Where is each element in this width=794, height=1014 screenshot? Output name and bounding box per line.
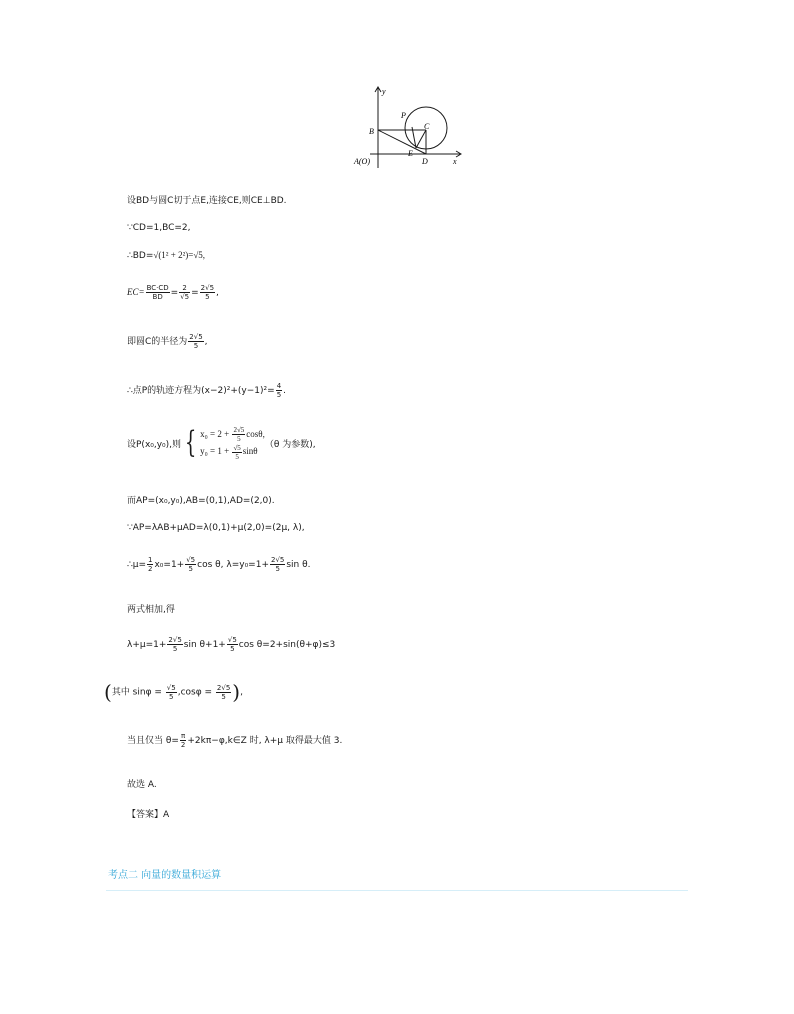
ec-frac-1-num: BC·CD — [146, 284, 169, 292]
sum-a: λ+μ=1+ — [127, 640, 167, 650]
phi-frac-1-den: 5 — [169, 692, 174, 701]
ec-tail: , — [216, 288, 219, 298]
ec-eq-1: = — [170, 288, 179, 298]
phi-paren-open: ( — [104, 680, 112, 704]
sum-frac-2-den: 5 — [230, 645, 235, 653]
lm-b: x₀=1+ — [154, 560, 185, 570]
label-x: x — [453, 157, 457, 166]
line-cd-bc: ∵CD=1,BC=2, — [127, 223, 191, 233]
line-phi — [104, 680, 243, 704]
label-b: B — [369, 127, 374, 136]
line-radius — [127, 333, 208, 350]
phi-frac-2 — [216, 684, 231, 701]
locus-frac — [276, 382, 282, 399]
sum-frac-1-den: 5 — [172, 645, 178, 653]
lm-frac-1 — [147, 556, 153, 573]
label-p: P — [401, 111, 406, 120]
sum-frac-2-num: √5 — [227, 636, 237, 644]
line-lambda-mu — [127, 556, 310, 573]
param-row-x-b: cosθ, — [246, 429, 265, 439]
cond-frac-den: 2 — [180, 741, 186, 749]
param-row-y-b: sinθ — [242, 446, 258, 457]
bd-prefix: ∴BD= — [127, 251, 154, 261]
ec-frac-3-den: 5 — [205, 293, 210, 301]
param-tail: （θ 为参数), — [264, 439, 316, 450]
phi-frac-2-den: 5 — [221, 692, 226, 701]
locus-tail: . — [283, 386, 287, 396]
param-brace: { — [184, 425, 197, 461]
line-condition — [127, 732, 342, 749]
lm-a: ∴μ= — [127, 560, 146, 570]
sum-frac-1-num: 2√5 — [168, 636, 182, 644]
phi-a: 其中 sinφ = — [111, 687, 165, 698]
param-row-y-frac — [232, 444, 241, 461]
line-param — [127, 426, 316, 461]
radius-tail: , — [204, 337, 208, 347]
param-prefix: 设P(x₀,y₀),则 — [127, 439, 182, 450]
param-row-y — [200, 443, 265, 460]
param-row-x-frac — [232, 426, 245, 443]
cond-a: 当且仅当 θ= — [127, 736, 179, 746]
param-row-y-den: 5 — [235, 452, 239, 461]
sum-b: sin θ+1+ — [183, 640, 226, 650]
radius-frac-den: 5 — [193, 342, 199, 350]
param-row-x-num: 2√5 — [233, 426, 245, 435]
locus-prefix: ∴点P的轨迹方程为(x−2)²+(y−1)²= — [127, 386, 275, 396]
section-title: 考点二 向量的数量积运算 — [108, 870, 222, 881]
geometry-figure — [350, 84, 468, 170]
sum-frac-2 — [227, 636, 238, 653]
lm-frac-1-num: 1 — [148, 556, 153, 564]
lm-frac-3-den: 5 — [275, 565, 280, 573]
phi-paren-close: ) — [232, 680, 241, 704]
cond-frac-num: π — [181, 732, 186, 740]
label-y: y — [382, 87, 386, 96]
line-bd — [127, 250, 205, 261]
lm-frac-3 — [270, 556, 285, 573]
lm-d: sin θ. — [286, 560, 311, 570]
lm-frac-2-den: 5 — [188, 565, 193, 573]
sum-c: cos θ=2+sin(θ+φ)≤3 — [238, 640, 336, 650]
ec-frac-1 — [146, 284, 170, 301]
ec-eq-2: = — [191, 288, 199, 298]
line-answer: 【答案】A — [127, 810, 170, 820]
line-add: 两式相加,得 — [127, 605, 175, 615]
lm-frac-1-den: 2 — [148, 565, 153, 573]
lm-frac-2 — [185, 556, 196, 573]
line-ec — [127, 284, 219, 301]
param-row-y-num: √5 — [233, 443, 241, 452]
param-row-y-a: y₀ = 1 + — [200, 446, 232, 457]
phi-frac-2-num: 2√5 — [216, 683, 231, 692]
phi-b: ,cosφ = — [177, 687, 215, 698]
bd-expr: √(1² + 2²)=√5, — [153, 250, 206, 260]
ec-frac-2 — [179, 284, 190, 301]
line-choose: 故选 A. — [127, 780, 157, 790]
line-vector-decomp: ∵AP=λAB+μAD=λ(0,1)+μ(2,0)=(2μ, λ), — [127, 523, 305, 533]
ec-frac-2-den: √5 — [180, 293, 190, 301]
line-vectors: 而AP=(x₀,y₀),AB=(0,1),AD=(2,0). — [127, 496, 275, 506]
label-c: C — [424, 122, 430, 131]
line-tangent: 设BD与圆C切于点E,连接CE,则CE⊥BD. — [127, 196, 287, 206]
cond-frac — [180, 732, 186, 749]
phi-frac-1-num: √5 — [166, 683, 176, 692]
line-locus — [127, 382, 286, 399]
param-row-x — [200, 426, 265, 443]
radius-frac — [188, 333, 203, 350]
radius-prefix: 即圆C的半径为 — [127, 337, 188, 347]
phi-tail: , — [240, 687, 243, 698]
section-divider — [106, 890, 688, 891]
ec-frac-3-num: 2√5 — [200, 284, 215, 292]
lm-frac-3-num: 2√5 — [270, 556, 285, 564]
label-d: D — [422, 157, 428, 166]
cond-b: +2kπ−φ,k∈Z 时, λ+μ 取得最大值 3. — [187, 736, 343, 746]
ec-prefix: EC= — [127, 287, 145, 297]
ec-frac-3 — [200, 284, 215, 301]
ec-frac-1-den: BD — [152, 293, 163, 301]
ec-frac-2-num: 2 — [179, 284, 190, 293]
sum-frac-1 — [167, 636, 182, 653]
locus-frac-den: 5 — [276, 391, 282, 399]
param-row-x-den: 5 — [237, 435, 241, 444]
param-row-x-a: x₀ = 2 + — [200, 429, 232, 439]
label-e: E — [408, 149, 413, 158]
lm-c: cos θ, λ=y₀=1+ — [197, 560, 269, 570]
param-system — [200, 426, 265, 461]
label-a-origin: A(O) — [354, 157, 370, 166]
line-sum — [127, 636, 335, 653]
radius-frac-num: 2√5 — [189, 333, 203, 341]
locus-frac-num: 4 — [276, 382, 282, 390]
lm-frac-2-num: √5 — [186, 556, 196, 564]
phi-frac-1 — [166, 684, 177, 701]
